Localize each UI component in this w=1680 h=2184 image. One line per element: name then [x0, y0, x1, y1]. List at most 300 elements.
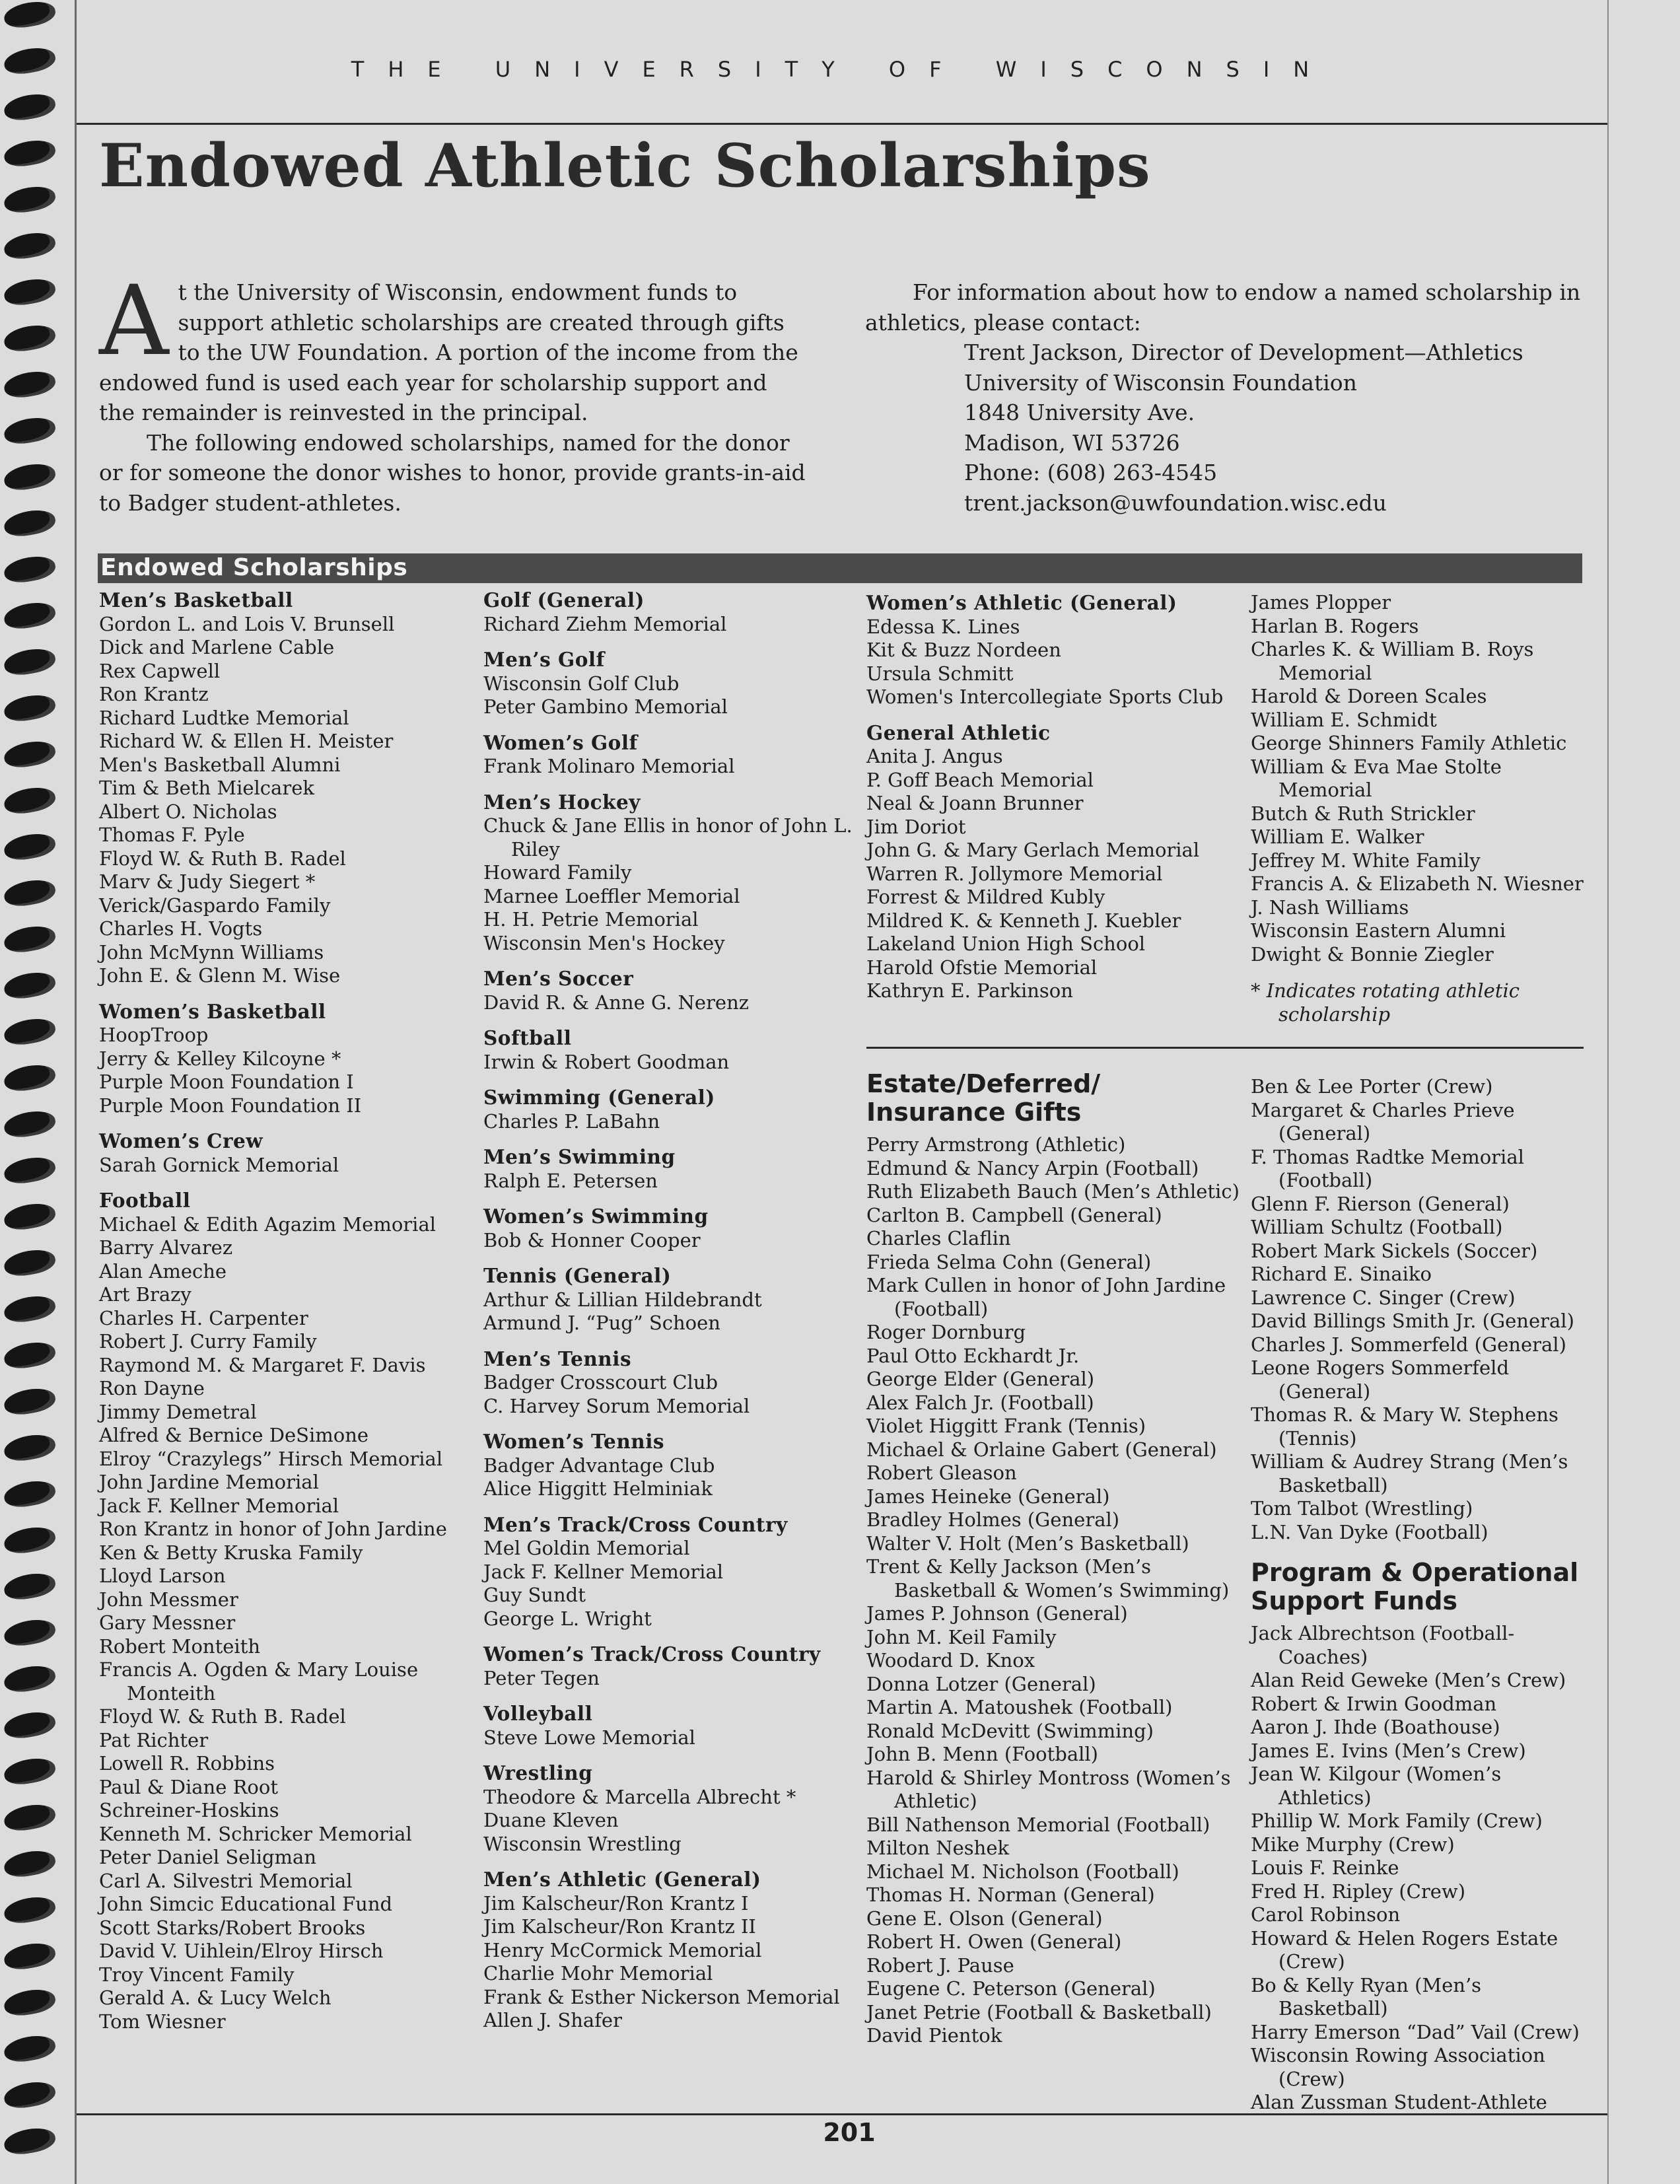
list-item: Ronald McDevitt (Swimming) [866, 1719, 1154, 1742]
list-item: Purple Moon Foundation II [99, 1094, 362, 1117]
scholarship-section [99, 588, 469, 988]
scholarship-section [483, 1430, 853, 1501]
list-item: James P. Johnson (General) [866, 1602, 1128, 1625]
list-item: Glenn F. Rierson (General) [1251, 1192, 1510, 1215]
list-item: David R. & Anne G. Nerenz [483, 991, 750, 1014]
binding-coil [2, 1709, 57, 1742]
list-item: Troy Vincent Family [99, 1963, 295, 1986]
binding-coil [2, 1755, 57, 1788]
footnote-note: * Indicates rotating athletic scholarship [1251, 979, 1520, 1026]
list-item: Edessa K. Lines [866, 615, 1020, 638]
binding-coil [2, 230, 57, 262]
scholarship-section [866, 721, 1236, 1003]
binding-coil [2, 1894, 57, 1926]
scholarship-section [483, 1086, 853, 1133]
list-item: Ben & Lee Porter (Crew) [1251, 1075, 1493, 1098]
binding-coil [2, 1154, 57, 1187]
list-item: Tom Talbot (Wrestling) [1251, 1497, 1473, 1520]
header-rule [77, 123, 1607, 125]
binding-coil [2, 831, 57, 863]
scholarship-section [483, 648, 853, 719]
binding-coil [2, 553, 57, 586]
list-item: C. Harvey Sorum Memorial [483, 1394, 750, 1417]
scholarship-section [483, 588, 853, 636]
list-item: Mike Murphy (Crew) [1251, 1833, 1455, 1856]
binding-coil [2, 877, 57, 909]
list-item: Charles J. Sommerfeld (General) [1251, 1333, 1566, 1356]
intro-paragraph-1: t the University of Wisconsin, endowment funds to support athletic scholarships are created through gifts to the UW Foundation. A portion of the income from the endowed fund is used each year for scholarship support and the remainder is reinvested in the principal. [99, 279, 798, 425]
list-item: John M. Keil Family [866, 1625, 1057, 1648]
list-item: Harold & Shirley Montross (Women’s Athletic) [866, 1766, 1231, 1812]
list-item: Wisconsin Golf Club [483, 672, 680, 695]
list-item: Francis A. Ogden & Mary Louise Monteith [99, 1658, 419, 1705]
list-item: George L. Wright [483, 1607, 652, 1630]
list-item: David Billings Smith Jr. (General) [1251, 1310, 1574, 1332]
list-item: Peter Tegen [483, 1666, 600, 1689]
binding-coil [2, 923, 57, 956]
column-3 [866, 591, 1236, 1015]
scholarship-section [483, 1145, 853, 1193]
binding-coil [2, 1802, 57, 1834]
list-item: Kathryn E. Parkinson [866, 979, 1073, 1002]
column-2 [483, 588, 853, 2045]
list-item: Janet Petrie (Football & Basketball) [866, 2000, 1212, 2024]
list-item: Anita J. Angus [866, 745, 1003, 767]
list-item: Henry McCormick Memorial [483, 1938, 762, 1961]
binding-coil [2, 276, 57, 308]
binding-coil [2, 1108, 57, 1141]
binding-coil [2, 1339, 57, 1372]
section-heading: Men’s Golf [483, 648, 605, 671]
list-item: Marnee Loeffler Memorial [483, 884, 740, 907]
list-item: Lakeland Union High School [866, 933, 1146, 955]
list-item: John E. & Glenn M. Wise [99, 964, 341, 987]
binding-coil [2, 1386, 57, 1418]
scholarship-section [99, 1129, 469, 1177]
scholarship-section [483, 1868, 853, 2033]
binding-coil [2, 1432, 57, 1464]
list-item: Chuck & Jane Ellis in honor of John L. Riley [483, 814, 853, 861]
list-item: Butch & Ruth Strickler [1251, 802, 1475, 825]
list-item: Paul & Diane Root [99, 1775, 278, 1798]
list-item: Women's Intercollegiate Sports Club [866, 686, 1224, 708]
section-heading: Volleyball [483, 1702, 593, 1725]
list-item: Robert J. Pause [866, 1954, 1014, 1977]
scholarship-section [99, 1000, 469, 1118]
list-item: Pat Richter [99, 1728, 209, 1751]
list-item: Guy Sundt [483, 1584, 586, 1606]
estate-column-right [1251, 1075, 1588, 2115]
list-item: Allen J. Shafer [483, 2009, 622, 2031]
list-item: William & Eva Mae Stolte Memorial [1251, 755, 1502, 801]
list-item: Leone Rogers Sommerfeld (General) [1251, 1356, 1510, 1403]
scholarship-section [483, 1761, 853, 1856]
list-item: Thomas H. Norman (General) [866, 1884, 1155, 1906]
list-item: Scott Starks/Robert Brooks [99, 1916, 366, 1939]
scholarship-section [483, 1205, 853, 1252]
list-item: Charles K. & William B. Roys Memorial [1251, 638, 1534, 684]
list-item: Jean W. Kilgour (Women’s Athletics) [1251, 1763, 1502, 1809]
banner-label: Endowed Scholarships [100, 554, 408, 581]
list-item: Thomas R. & Mary W. Stephens (Tennis) [1251, 1403, 1558, 1450]
list-item: George Shinners Family Athletic [1251, 732, 1567, 754]
list-item: Gary Messner [99, 1611, 236, 1634]
contact-line: Trent Jackson, Director of Development—Athletics [964, 339, 1523, 365]
list-item: Charles H. Vogts [99, 917, 263, 940]
scholarship-section [99, 1189, 469, 2033]
list-item: Lawrence C. Singer (Crew) [1251, 1286, 1516, 1309]
binding-coil [2, 1524, 57, 1557]
list-item: Sarah Gornick Memorial [99, 1153, 339, 1176]
list-item: John Jardine Memorial [99, 1471, 319, 1493]
list-item: Ron Dayne [99, 1377, 205, 1399]
list-item: Arthur & Lillian Hildebrandt [483, 1288, 762, 1311]
section-heading: Women’s Tennis [483, 1430, 665, 1453]
section-heading: Women’s Track/Cross Country [483, 1642, 821, 1666]
contact-line: 1848 University Ave. [964, 400, 1195, 425]
estate-column-left [866, 1070, 1243, 2048]
list-item: Walter V. Holt (Men’s Basketball) [866, 1532, 1189, 1555]
binding-coil [2, 137, 57, 170]
list-item: Trent & Kelly Jackson (Men’s Basketball & Women’s Swimming) [866, 1555, 1230, 1602]
list-item: Gerald A. & Lucy Welch [99, 1987, 332, 2009]
list-item: Alan Zussman Student-Athlete [1251, 2091, 1547, 2113]
binding-coil [2, 461, 57, 493]
list-item: Dwight & Bonnie Ziegler [1251, 942, 1494, 966]
list-item: Peter Gambino Memorial [483, 695, 728, 718]
binding-coil [2, 600, 57, 632]
list-item: Steve Lowe Memorial [483, 1726, 695, 1749]
binding-coil [2, 1062, 57, 1094]
binding-coil [2, 2125, 57, 2158]
list-item: Roger Dornburg [866, 1321, 1026, 1343]
list-item: Robert Gleason [866, 1462, 1017, 1484]
list-item: Elroy “Crazylegs” Hirsch Memorial [99, 1447, 443, 1470]
scholarship-section [483, 731, 853, 779]
list-item: Ruth Elizabeth Bauch (Men’s Athletic) [866, 1180, 1240, 1203]
section-heading: Women’s Crew [99, 1129, 263, 1152]
binding-coil [2, 1848, 57, 1880]
list-item: Jimmy Demetral [99, 1400, 257, 1423]
list-item: Frank Molinaro Memorial [483, 755, 735, 777]
section-heading: Men’s Athletic (General) [483, 1868, 761, 1891]
list-item: Albert O. Nicholas [99, 800, 277, 823]
contact-line: Madison, WI 53726 [964, 429, 1180, 456]
list-item: John G. & Mary Gerlach Memorial [866, 839, 1200, 861]
contact-lead: For information about how to endow a named scholarship in athletics, please contact: [865, 279, 1581, 335]
contact-line: trent.jackson@uwfoundation.wisc.edu [964, 489, 1387, 516]
column-4 [1251, 591, 1588, 1026]
list-item: William & Audrey Strang (Men’s Basketball) [1251, 1450, 1568, 1497]
footer-rule [77, 2113, 1607, 2115]
list-item: Phillip W. Mork Family (Crew) [1251, 1810, 1543, 1832]
list-item: Purple Moon Foundation I [99, 1071, 354, 1093]
binding-coil [2, 45, 57, 77]
list-item: Marv & Judy Siegert * [99, 870, 316, 893]
list-item: H. H. Petrie Memorial [483, 908, 699, 931]
section-heading: Men’s Track/Cross Country [483, 1512, 788, 1536]
binding-coil [2, 1201, 57, 1233]
contact-line: University of Wisconsin Foundation [964, 369, 1357, 396]
list-item: Richard W. & Ellen H. Meister [99, 730, 394, 752]
list-item: Badger Advantage Club [483, 1454, 715, 1477]
list-item: Floyd W. & Ruth B. Radel [99, 1705, 346, 1728]
list-item: Martin A. Matoushek (Football) [866, 1696, 1173, 1718]
binding-coil [2, 969, 57, 1002]
list-item: Harlan B. Rogers [1251, 614, 1419, 637]
list-item: James E. Ivins (Men’s Crew) [1251, 1739, 1526, 1762]
contact-line: Phone: (608) 263-4545 [964, 460, 1218, 485]
binding-coil [2, 507, 57, 540]
list-item: Alan Reid Geweke (Men’s Crew) [1251, 1669, 1566, 1691]
section-heading: Wrestling [483, 1761, 593, 1784]
contact-section [865, 277, 1582, 518]
scholarship-section [483, 1513, 853, 1631]
list-item: J. Nash Williams [1251, 896, 1409, 919]
list-item: Peter Daniel Seligman [99, 1846, 317, 1868]
spiral-binding [0, 0, 61, 2184]
list-item: Tim & Beth Mielcarek [99, 777, 314, 799]
section-heading: Women’s Athletic (General) [866, 591, 1177, 614]
list-item: Robert J. Curry Family [99, 1330, 317, 1353]
section-heading: Women’s Golf [483, 730, 638, 754]
section-heading: Men’s Tennis [483, 1347, 632, 1370]
section-heading: Football [99, 1189, 191, 1212]
list-item: Jack F. Kellner Memorial [99, 1494, 339, 1517]
list-item: Ralph E. Petersen [483, 1169, 658, 1192]
section-heading: General Athletic [866, 721, 1051, 744]
list-item: Schreiner-Hoskins [99, 1799, 279, 1821]
binding-coil [2, 646, 57, 678]
list-item: Jerry & Kelley Kilcoyne * [99, 1047, 341, 1070]
binding-coil [2, 369, 57, 401]
list-item: Gordon L. and Lois V. Brunsell [99, 612, 395, 635]
list-item: Howard Family [483, 861, 632, 884]
list-item: Rex Capwell [99, 659, 221, 682]
list-item: Alex Falch Jr. (Football) [866, 1391, 1094, 1414]
list-item: Forrest & Mildred Kubly [866, 886, 1105, 908]
page-number: 201 [823, 2118, 876, 2147]
list-item: William E. Schmidt [1251, 708, 1437, 731]
section-heading: Women’s Basketball [99, 999, 326, 1023]
list-item: Wisconsin Eastern Alumni [1251, 919, 1506, 942]
section-heading: Men’s Basketball [99, 588, 293, 612]
list-item: F. Thomas Radtke Memorial (Football) [1251, 1145, 1524, 1191]
list-item: Robert Mark Sickels (Soccer) [1251, 1239, 1538, 1262]
list-item: Bob & Honner Cooper [483, 1228, 701, 1251]
contact-block [865, 337, 1582, 518]
intro-paragraph-2: The following endowed scholarships, named for the donor or for someone the donor wishes to honor, provide grants-in-aid to Badger student-athletes. [99, 429, 806, 516]
list-item: John McMynn Williams [99, 940, 324, 964]
list-item: Kit & Buzz Nordeen [866, 639, 1061, 661]
list-item: Alan Ameche [99, 1259, 227, 1283]
list-item: Charles H. Carpenter [99, 1306, 308, 1329]
scholarship-section [483, 1347, 853, 1419]
list-item: Jack F. Kellner Memorial [483, 1560, 724, 1583]
list-item: Alice Higgitt Helminiak [483, 1477, 713, 1500]
list-item: Robert & Irwin Goodman [1251, 1692, 1497, 1715]
scholarship-section [483, 1026, 853, 1074]
list-item: Charles Claflin [866, 1227, 1011, 1250]
section-heading: Tennis (General) [483, 1264, 672, 1287]
binding-coil [2, 1940, 57, 1973]
list-item: James Plopper [1251, 591, 1391, 614]
list-item: Violet Higgitt Frank (Tennis) [866, 1415, 1146, 1437]
binding-coil [2, 738, 57, 771]
list-item: William E. Walker [1251, 826, 1424, 848]
list-item: Bill Nathenson Memorial (Football) [866, 1813, 1210, 1836]
drop-cap: A [99, 265, 169, 377]
list-item: Ken & Betty Kruska Family [99, 1541, 363, 1564]
section-heading: Swimming (General) [483, 1086, 715, 1109]
binding-coil [2, 785, 57, 817]
scholarship-section [483, 967, 853, 1014]
section-banner [98, 553, 1582, 583]
list-item: Robert Monteith [99, 1635, 261, 1658]
list-item: Verick/Gaspardo Family [99, 894, 331, 917]
list-item: Kenneth M. Schricker Memorial [99, 1822, 412, 1845]
binding-coil [2, 1293, 57, 1325]
list-item: Jeffrey M. White Family [1251, 849, 1481, 872]
binding-coil [2, 1478, 57, 1510]
list-item: Lowell R. Robbins [99, 1752, 275, 1775]
list-item: Frank & Esther Nickerson Memorial [483, 1985, 840, 2008]
list-item: Jim Kalscheur/Ron Krantz I [483, 1891, 749, 1915]
list-item: Jim Kalscheur/Ron Krantz II [483, 1915, 756, 1938]
list-item: Harry Emerson “Dad” Vail (Crew) [1251, 2020, 1580, 2043]
list-item: Michael & Edith Agazim Memorial [99, 1213, 437, 1236]
list-item: Michael M. Nicholson (Football) [866, 1860, 1179, 1883]
list-item: Richard E. Sinaiko [1251, 1263, 1432, 1285]
list-item: Badger Crosscourt Club [483, 1371, 718, 1393]
list-item: Francis A. & Elizabeth N. Wiesner [1251, 872, 1584, 895]
binding-coil [2, 0, 57, 30]
list-item: John Messmer [99, 1588, 238, 1611]
list-item: Donna Lotzer (General) [866, 1672, 1096, 1695]
list-item: Milton Neshek [866, 1837, 1010, 1859]
list-item: Jim Doriot [866, 815, 966, 838]
list-item: Margaret & Charles Prieve (General) [1251, 1098, 1515, 1145]
list-item: Aaron J. Ihde (Boathouse) [1251, 1716, 1500, 1738]
list-item: Raymond M. & Margaret F. Davis [99, 1353, 426, 1376]
list-item: Wisconsin Rowing Association (Crew) [1251, 2044, 1545, 2090]
section-heading: Women’s Swimming [483, 1205, 709, 1228]
list-item: Mark Cullen in honor of John Jardine (Football) [866, 1274, 1226, 1320]
section-divider [866, 1047, 1584, 1049]
section-heading: Men’s Hockey [483, 790, 641, 814]
binding-coil [2, 184, 57, 216]
list-item: Ursula Schmitt [866, 662, 1014, 685]
list-item: HoopTroop [99, 1024, 209, 1046]
binding-coil [2, 1247, 57, 1279]
list-item: Ron Krantz in honor of John Jardine [99, 1518, 447, 1540]
section-heading: Golf (General) [483, 588, 645, 612]
list-item: Richard Ziehm Memorial [483, 612, 727, 635]
list-item: Art Brazy [99, 1283, 192, 1306]
section-heading: Men’s Soccer [483, 967, 634, 990]
binding-coil [2, 1016, 57, 1048]
binding-coil [2, 2079, 57, 2111]
list-item: John Simcic Educational Fund [99, 1893, 393, 1915]
list-item: Bo & Kelly Ryan (Men’s Basketball) [1251, 1973, 1482, 2020]
list-item: Carl A. Silvestri Memorial [99, 1869, 353, 1892]
list-item: James Heineke (General) [866, 1485, 1110, 1508]
list-item: Armund J. “Pug” Schoen [483, 1312, 720, 1334]
list-item: David V. Uihlein/Elroy Hirsch [99, 1940, 384, 1962]
list-item: Perry Armstrong (Athletic) [866, 1133, 1126, 1156]
section-heading: Softball [483, 1026, 572, 1049]
list-item: Robert H. Owen (General) [866, 1930, 1122, 1953]
list-item: George Elder (General) [866, 1368, 1095, 1390]
list-item: Wisconsin Men's Hockey [483, 931, 725, 954]
list-item: Mel Goldin Memorial [483, 1537, 690, 1559]
list-item: Fred H. Ripley (Crew) [1251, 1880, 1466, 1903]
list-item: Paul Otto Eckhardt Jr. [866, 1344, 1080, 1367]
list-item: Jack Albrechtson (Football-Coaches) [1251, 1622, 1515, 1668]
list-item: Dick and Marlene Cable [99, 636, 335, 658]
section-heading: Men’s Swimming [483, 1145, 676, 1168]
list-item: Edmund & Nancy Arpin (Football) [866, 1156, 1199, 1180]
list-item: Carol Robinson [1251, 1903, 1401, 1926]
list-item: Floyd W. & Ruth B. Radel [99, 847, 346, 870]
list-item: Alfred & Bernice DeSimone [99, 1424, 369, 1446]
estate-heading: Estate/Deferred/ Insurance Gifts [866, 1069, 1101, 1127]
list-item: Wisconsin Wrestling [483, 1832, 682, 1855]
list-item: Frieda Selma Cohn (General) [866, 1250, 1152, 1273]
list-item: Lloyd Larson [99, 1565, 226, 1587]
list-item: Duane Kleven [483, 1809, 619, 1831]
list-item: Richard Ludtke Memorial [99, 706, 349, 729]
list-item: Carlton B. Campbell (General) [866, 1203, 1162, 1226]
list-item: Barry Alvarez [99, 1236, 233, 1259]
page-border-right [1607, 0, 1609, 2184]
binding-coil [2, 1570, 57, 1603]
list-item: L.N. Van Dyke (Football) [1251, 1520, 1488, 1543]
list-item: Irwin & Robert Goodman [483, 1050, 730, 1073]
binding-coil [2, 1617, 57, 1649]
list-item: John B. Menn (Football) [866, 1743, 1098, 1765]
list-item: Louis F. Reinke [1251, 1856, 1399, 1879]
page-title: Endowed Athletic Scholarships [99, 131, 1151, 201]
binding-coil [2, 1987, 57, 2019]
running-header: THE UNIVERSITY OF WISCONSIN [351, 57, 1333, 82]
page-border-left [75, 0, 77, 2184]
list-item: Woodard D. Knox [866, 1649, 1035, 1672]
scholarship-section [866, 591, 1236, 709]
list-item: Bradley Holmes (General) [866, 1508, 1120, 1531]
list-item: Charles P. LaBahn [483, 1110, 660, 1133]
intro-text [99, 265, 806, 518]
scholarship-section [483, 1702, 853, 1749]
binding-coil [2, 415, 57, 447]
list-item: David Pientok [866, 2024, 1002, 2047]
binding-coil [2, 322, 57, 355]
list-item: Harold & Doreen Scales [1251, 685, 1487, 707]
list-item: Eugene C. Peterson (General) [866, 1977, 1156, 2000]
list-item: Charlie Mohr Memorial [483, 1962, 713, 1985]
list-item: Tom Wiesner [99, 2010, 226, 2033]
list-item: Warren R. Jollymore Memorial [866, 862, 1163, 885]
binding-coil [2, 692, 57, 724]
scholarship-section [483, 791, 853, 956]
list-item: Howard & Helen Rogers Estate (Crew) [1251, 1926, 1558, 1973]
list-item: Michael & Orlaine Gabert (General) [866, 1438, 1217, 1461]
list-item: Ron Krantz [99, 683, 209, 705]
scholarship-section [483, 1642, 853, 1690]
binding-coil [2, 2033, 57, 2065]
list-item: Mildred K. & Kenneth J. Kuebler [866, 909, 1181, 932]
column-1 [99, 588, 469, 2045]
